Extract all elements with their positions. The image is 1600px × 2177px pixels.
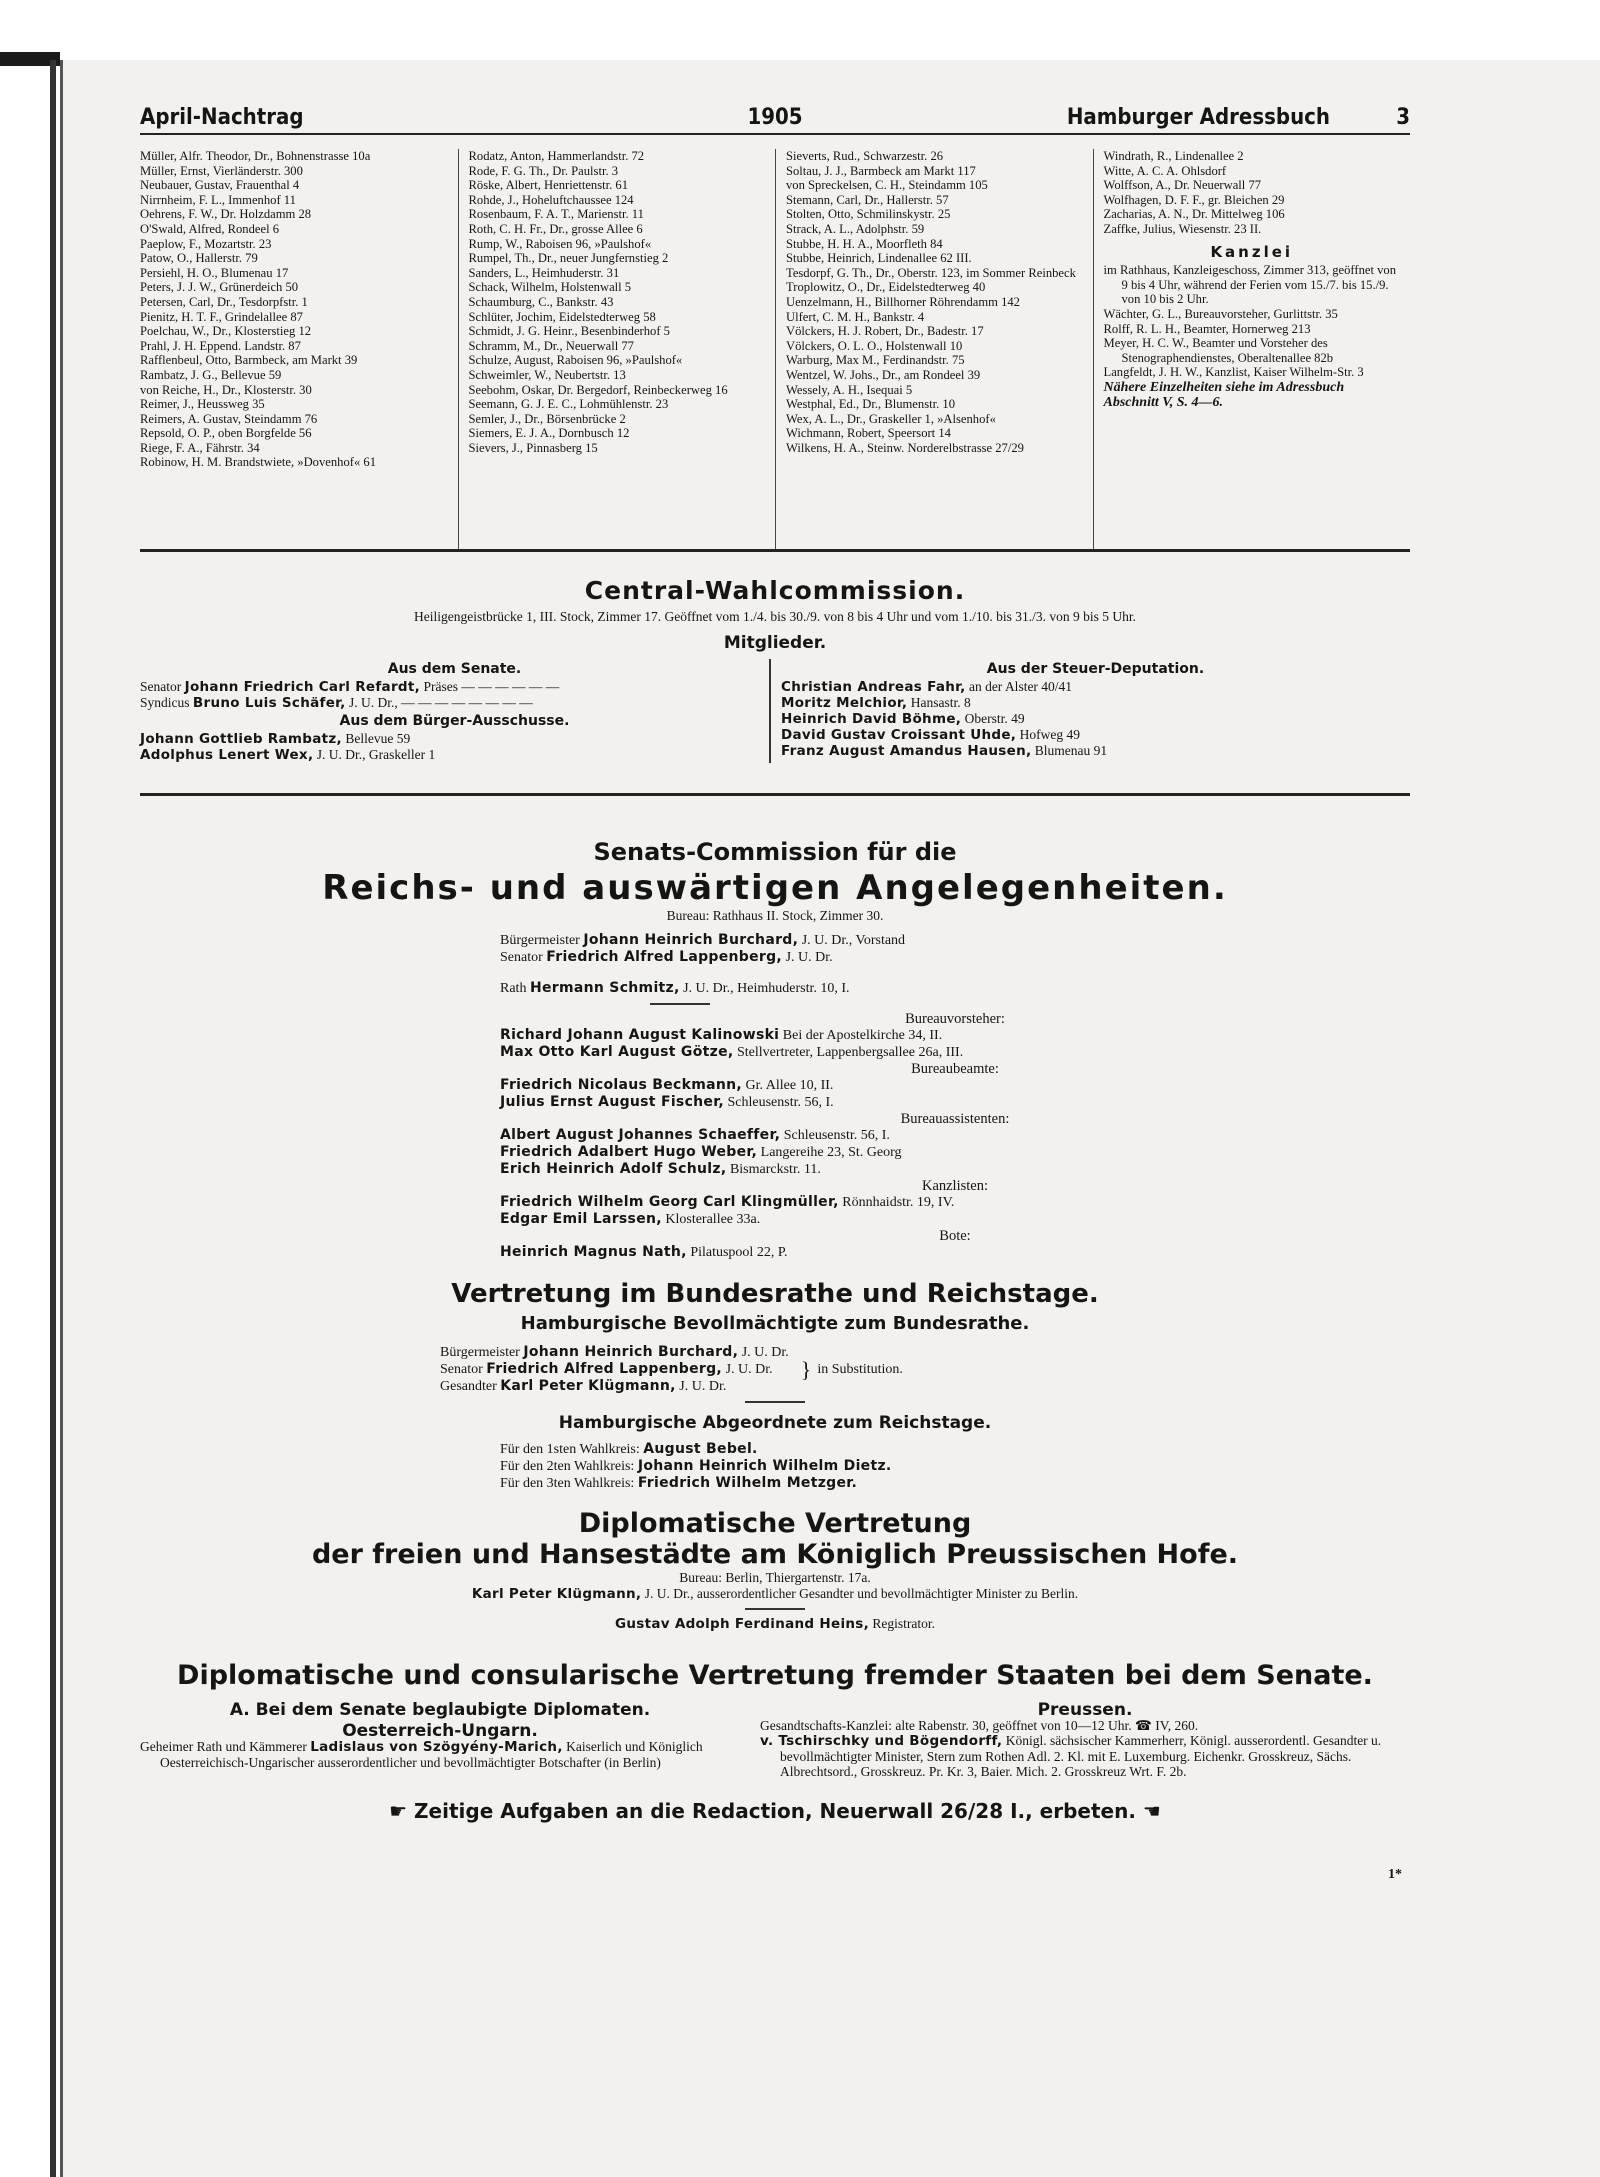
section-divider xyxy=(140,549,1410,552)
header-right: Hamburger Adressbuch xyxy=(1066,105,1330,130)
central-right xyxy=(769,659,1410,763)
directory-entry: Seemann, G. J. E. C., Lohmühlenstr. 23 xyxy=(468,397,669,412)
steuer-member xyxy=(781,743,1410,759)
directory-entry: Peters, J. J. W., Grünerdeich 50 xyxy=(140,280,299,295)
directory-entry: Röske, Albert, Henriettenstr. 61 xyxy=(468,178,628,193)
directory-entry: Schmidt, J. G. Heinr., Besenbinderhof 5 xyxy=(468,324,670,339)
directory-entry: Prahl, J. H. Eppend. Landstr. 87 xyxy=(140,338,301,353)
central-hours: Heiligengeistbrücke 1, III. Stock, Zimmer 17. Geöffnet vom 1./4. bis 30./9. von 8 bis 4 Uhr und vom 1./10. bis 31./3. von 9 bis 5 Uhr. xyxy=(414,609,1136,624)
directory-entry: Rump, W., Raboisen 96, »Paulshof« xyxy=(468,236,652,251)
staff-address: Bismarckstr. 11. xyxy=(729,1162,821,1177)
wahlkreis: Für den 2ten Wahlkreis: xyxy=(500,1459,635,1474)
member-name: Friedrich Alfred Lappenberg, xyxy=(486,1361,723,1377)
directory-entry: Schramm, M., Dr., Neuerwall 77 xyxy=(468,338,634,353)
directory-entry: Patow, O., Hallerstr. 79 xyxy=(140,251,258,266)
directory-entry: Sanders, L., Heimhuderstr. 31 xyxy=(468,265,620,280)
scan-margin xyxy=(0,0,42,2177)
directory-entry: Reimer, J., Heussweg 35 xyxy=(140,397,265,412)
staff-address: Klosterallee 33a. xyxy=(665,1212,761,1227)
prussia-heading: Preussen. xyxy=(1037,1700,1133,1720)
page-number: 3 xyxy=(1396,105,1410,130)
staff-name: Heinrich Magnus Nath, xyxy=(500,1244,687,1260)
central-members xyxy=(140,659,1410,763)
directory-entry: im Rathhaus, Kanzleigeschoss, Zimmer 313, geöffnet von 9 bis 4 Uhr, während der Ferien vom 15./7. bis 15./9. von 10 bis 2 Uhr. xyxy=(1103,263,1397,307)
directory-entry: Rolff, R. L. H., Beamter, Hornerweg 213 xyxy=(1103,321,1311,336)
member-name: August Bebel. xyxy=(643,1441,758,1457)
staff-entry xyxy=(500,1211,1410,1228)
directory-entry: Roth, C. H. Fr., Dr., grosse Allee 6 xyxy=(468,221,643,236)
directory-entry: Strack, A. L., Adolphstr. 59 xyxy=(786,221,925,236)
senate-member: Senator Johann Friedrich Carl Refardt, Präses — — — — — — xyxy=(140,679,560,695)
column-4 xyxy=(1093,149,1411,549)
central-title: Central-Wahlcommission. xyxy=(584,576,966,605)
directory-entry: Schulze, August, Raboisen 96, »Paulshof« xyxy=(468,353,683,368)
staff-name: Friedrich Nicolaus Beckmann, xyxy=(500,1077,743,1093)
directory-entry: Völckers, H. J. Robert, Dr., Badestr. 17 xyxy=(786,324,984,339)
directory-entry: Reimers, A. Gustav, Steindamm 76 xyxy=(140,411,318,426)
steuer-member xyxy=(781,679,1410,695)
directory-entry: Schlüter, Jochim, Eidelstedterweg 58 xyxy=(468,309,656,324)
staff-entry xyxy=(500,1161,1410,1178)
bundesrath-members: Bürgermeister Johann Heinrich Burchard, J. U. Dr. Senator Friedrich Alfred Lappenberg, J. U. Dr. Gesandter Karl Peter Klügmann, J. U. Dr. } in Substitution. xyxy=(440,1344,903,1394)
directory-entry: Wentzel, W. Johs., Dr., am Rondeel 39 xyxy=(786,367,981,382)
signature-mark: 1* xyxy=(1388,1867,1402,1882)
staff-name: Friedrich Adalbert Hugo Weber, xyxy=(500,1144,758,1160)
reichstag-members xyxy=(500,1441,1410,1492)
directory-entry: Wächter, G. L., Bureauvorsteher, Gurlittstr. 35 xyxy=(1103,306,1338,321)
directory-entry: Pienitz, H. T. F., Grindelallee 87 xyxy=(140,309,303,324)
member-address: Blumenau 91 xyxy=(1034,743,1108,758)
directory-entry: Schack, Wilhelm, Holstenwall 5 xyxy=(468,280,632,295)
directory-entry: Müller, Alfr. Theodor, Dr., Bohnenstrasse 10a xyxy=(140,149,371,163)
directory-entry: Nirrnheim, F. L., Immenhof 11 xyxy=(140,192,296,207)
staff-address: Schleusenstr. 56, I. xyxy=(783,1128,890,1143)
directory-entry: Wolfhagen, D. F. F., gr. Bleichen 29 xyxy=(1103,192,1285,207)
directory-entry: Repsold, O. P., oben Borgfelde 56 xyxy=(140,426,312,441)
senats-bureau: Bureau: Rathhaus II. Stock, Zimmer 30. xyxy=(666,908,884,923)
member-columns xyxy=(140,149,1410,549)
directory-entry: Robinow, H. M. Brandstwiete, »Dovenhof« 61 xyxy=(140,455,376,470)
member-title: Bürgermeister xyxy=(440,1345,520,1360)
steuer-member xyxy=(781,711,1410,727)
directory-entry: Westphal, Ed., Dr., Blumenstr. 10 xyxy=(786,397,955,412)
directory-entry: Schaumburg, C., Bankstr. 43 xyxy=(468,294,614,309)
buerger-member: Johann Gottlieb Rambatz, Bellevue 59 xyxy=(140,731,411,747)
staff-entry xyxy=(500,1077,1410,1094)
member-name: Johann Heinrich Wilhelm Dietz. xyxy=(637,1458,892,1474)
staff-address: Rönnhaidstr. 19, IV. xyxy=(842,1195,955,1210)
diplomatic-title-2: der freien und Hansestädte am Königlich Preussischen Hofe. xyxy=(311,1539,1239,1570)
reichstag-subtitle: Hamburgische Abgeordnete zum Reichstage. xyxy=(558,1413,992,1433)
directory-entry: Semler, J., Dr., Börsenbrücke 2 xyxy=(468,411,626,426)
bundesrath-title: Vertretung im Bundesrathe und Reichstage. xyxy=(451,1279,1099,1309)
directory-entry: Zacharias, A. N., Dr. Mittelweg 106 xyxy=(1103,207,1285,222)
directory-entry: Sievers, J., Pinnasberg 15 xyxy=(468,440,598,455)
directory-entry: von Reiche, H., Dr., Klosterstr. 30 xyxy=(140,382,312,397)
directory-entry: Persiehl, H. O., Blumenau 17 xyxy=(140,265,289,280)
staff-name: Friedrich Wilhelm Georg Carl Klingmüller, xyxy=(500,1194,839,1210)
directory-entry: von Spreckelsen, C. H., Steindamm 105 xyxy=(786,178,988,193)
directory-entry: Rafflenbeul, Otto, Barmbeck, am Markt 39 xyxy=(140,353,358,368)
member-degree: J. U. Dr. xyxy=(725,1362,773,1377)
directory-entry: Uenzelmann, H., Billhorner Röhrendamm 142 xyxy=(786,294,1020,309)
senats-title-2: Reichs- und auswärtigen Angelegenheiten. xyxy=(322,868,1228,908)
kanzlei-note: Nähere Einzelheiten siehe im Adressbuch Abschnitt V, S. 4—6. xyxy=(1103,379,1345,410)
senate-member: Syndicus Bruno Luis Schäfer, J. U. Dr., — — — — — — — — xyxy=(140,695,533,711)
directory-entry: Poelchau, W., Dr., Klosterstieg 12 xyxy=(140,324,312,339)
bundesrath-member xyxy=(440,1344,789,1361)
staff-address: Stellvertreter, Lappenbergsallee 26a, III. xyxy=(737,1045,964,1060)
reichstag-member xyxy=(500,1458,1410,1475)
directory-entry: Oehrens, F. W., Dr. Holzdamm 28 xyxy=(140,207,312,222)
staff-name: Max Otto Karl August Götze, xyxy=(500,1044,734,1060)
divider xyxy=(745,1608,805,1610)
column-1 xyxy=(140,149,458,549)
prussia-chancellery: Gesandtschafts-Kanzlei: alte Rabenstr. 30, geöffnet von 10—12 Uhr. ☎ IV, 260. xyxy=(760,1718,1199,1733)
footer-note: ☛ Zeitige Aufgaben an die Redaction, Neuerwall 26/28 I., erbeten. ☚ xyxy=(389,1799,1161,1823)
member-address: Hansastr. 8 xyxy=(910,695,971,710)
scan-edge-rule xyxy=(50,60,56,2177)
directory-entry: Tesdorpf, G. Th., Dr., Oberstr. 123, im Sommer Reinbeck xyxy=(786,265,1076,280)
staff-name: Edgar Emil Larssen, xyxy=(500,1211,662,1227)
diplomatic-registrar: Gustav Adolph Ferdinand Heins, Registrator. xyxy=(614,1616,936,1632)
directory-entry: Riege, F. A., Fährstr. 34 xyxy=(140,440,260,455)
member-name: Moritz Melchior, xyxy=(781,695,908,711)
bundesrath-member xyxy=(440,1361,789,1378)
member-address: Oberstr. 49 xyxy=(964,711,1025,726)
directory-entry: Völckers, O. L. O., Holstenwall 10 xyxy=(786,338,963,353)
staff-name: Richard Johann August Kalinowski xyxy=(500,1027,780,1043)
directory-entry: Windrath, R., Lindenallee 2 xyxy=(1103,149,1244,163)
staff-entry xyxy=(500,1027,1410,1044)
consular-grid xyxy=(140,1700,1410,1779)
running-header xyxy=(140,105,1410,135)
bundesrath-subtitle: Hamburgische Bevollmächtigte zum Bundesrathe. xyxy=(520,1313,1030,1334)
directory-entry: Wichmann, Robert, Speersort 14 xyxy=(786,426,951,441)
bundesrath-member xyxy=(440,1378,789,1395)
senats-members xyxy=(500,932,1410,1005)
central-members-heading: Mitglieder. xyxy=(723,633,827,653)
directory-entry: Rode, F. G. Th., Dr. Paulstr. 3 xyxy=(468,163,619,178)
steuer-member xyxy=(781,695,1410,711)
member-name: Karl Peter Klügmann, xyxy=(500,1378,676,1394)
staff-address: Langereihe 23, St. Georg xyxy=(760,1145,902,1160)
staff-entry xyxy=(500,1044,1410,1061)
member-name: Heinrich David Böhme, xyxy=(781,711,962,727)
staff-address: Pilatuspool 22, P. xyxy=(690,1245,788,1260)
directory-entry: Rambatz, J. G., Bellevue 59 xyxy=(140,367,282,382)
group-heading: Kanzlisten: xyxy=(921,1178,989,1194)
directory-entry: Zaffke, Julius, Wiesenstr. 23 II. xyxy=(1103,221,1262,236)
senats-staff xyxy=(500,1011,1410,1261)
directory-entry: Stubbe, H. H. A., Moorfleth 84 xyxy=(786,236,943,251)
directory-entry: Troplowitz, O., Dr., Eidelstedterweg 40 xyxy=(786,280,986,295)
reichstag-member xyxy=(500,1475,1410,1492)
buerger-member: Adolphus Lenert Wex, J. U. Dr., Graskeller 1 xyxy=(140,747,436,763)
staff-entry xyxy=(500,1127,1410,1144)
wahlkreis: Für den 1sten Wahlkreis: xyxy=(500,1442,640,1457)
senats-rath: Rath Hermann Schmitz, J. U. Dr., Heimhuderstr. 10, I. xyxy=(500,980,850,996)
directory-entry: Wolffson, A., Dr. Neuerwall 77 xyxy=(1103,178,1262,193)
diplomatic-envoy: Karl Peter Klügmann, J. U. Dr., ausserordentlicher Gesandter und bevollmächtigter Minister zu Berlin. xyxy=(471,1586,1079,1602)
staff-address: Bei der Apostelkirche 34, II. xyxy=(782,1028,943,1043)
directory-entry: Wessely, A. H., Isequai 5 xyxy=(786,382,913,397)
directory-entry: Langfeldt, J. H. W., Kanzlist, Kaiser Wilhelm-Str. 3 xyxy=(1103,365,1364,380)
directory-entry: Soltau, J. J., Barmbeck am Markt 117 xyxy=(786,163,976,178)
austria-heading: Oesterreich-Ungarn. xyxy=(342,1721,538,1741)
directory-entry: Ulfert, C. M. H., Bankstr. 4 xyxy=(786,309,925,324)
diplomatic-bureau: Bureau: Berlin, Thiergartenstr. 17a. xyxy=(679,1570,871,1585)
column-2 xyxy=(458,149,776,549)
member-address: Hofweg 49 xyxy=(1019,727,1080,742)
directory-entry: Paeplow, F., Mozartstr. 23 xyxy=(140,236,272,251)
member-degree: J. U. Dr. xyxy=(679,1379,727,1394)
divider xyxy=(650,1003,710,1005)
reichstag-member xyxy=(500,1441,1410,1458)
directory-entry: Warburg, Max M., Ferdinandstr. 75 xyxy=(786,353,965,368)
directory-entry: Siemers, E. J. A., Dornbusch 12 xyxy=(468,426,630,441)
directory-entry: Wilkens, H. A., Steinw. Norderelbstrasse 27/29 xyxy=(786,440,1024,455)
steuer-member xyxy=(781,727,1410,743)
directory-entry: Rodatz, Anton, Hammerlandstr. 72 xyxy=(468,149,645,163)
member-title: Gesandter xyxy=(440,1379,497,1394)
austria-entry: Geheimer Rath und Kämmerer Ladislaus von Szögyény-Marich, Kaiserlich und Königlich Oesterreichisch-Ungarischer ausserordentlicher und bevollmächtigter Botschafter (in Berlin) xyxy=(140,1739,703,1770)
staff-name: Julius Ernst August Fischer, xyxy=(500,1094,724,1110)
group-heading: Bureaubeamte: xyxy=(911,1061,999,1077)
staff-entry xyxy=(500,1244,1410,1261)
consular-left xyxy=(140,1700,740,1779)
directory-entry: Stubbe, Heinrich, Lindenallee 62 III. xyxy=(786,251,972,266)
staff-address: Schleusenstr. 56, I. xyxy=(727,1095,834,1110)
directory-entry: Neubauer, Gustav, Frauenthal 4 xyxy=(140,178,300,193)
diplomats-heading: A. Bei dem Senate beglaubigte Diplomaten. xyxy=(229,1700,651,1720)
central-left xyxy=(140,659,769,763)
consular-right xyxy=(740,1700,1410,1779)
directory-entry: O'Swald, Alfred, Rondeel 6 xyxy=(140,221,280,236)
column-3 xyxy=(775,149,1093,549)
page-content xyxy=(140,105,1410,1882)
directory-entry: Stemann, Carl, Dr., Hallerstr. 57 xyxy=(786,192,949,207)
senats-member: Bürgermeister Johann Heinrich Burchard, J. U. Dr., Vorstand xyxy=(500,932,906,948)
staff-entry xyxy=(500,1094,1410,1111)
member-name: Christian Andreas Fahr, xyxy=(781,679,966,695)
prussia-entry: v. Tschirschky und Bögendorff, Königl. sächsischer Kammerherr, Königl. ausserordentl. Gesandter u. bevollmächtigter Minister, Stern zum Rothen Adl. 2. Kl. mit E. Luxemburg. Eichenkr. Grosskreuz, Sächs. Albrechtsord., Grosskreuz. Pr. Kr. 3, Baier. Mich. 2. Grosskreuz Wrt. F. 2b. xyxy=(760,1733,1382,1779)
member-title: Senator xyxy=(440,1362,483,1377)
substitution-note: in Substitution. xyxy=(817,1361,903,1377)
directory-entry: Rumpel, Th., Dr., neuer Jungfernstieg 2 xyxy=(468,251,669,266)
directory-entry: Rosenbaum, F. A. T., Marienstr. 11 xyxy=(468,207,644,222)
kanzlei-heading: Kanzlei xyxy=(1210,242,1294,261)
staff-name: Albert August Johannes Schaeffer, xyxy=(500,1127,781,1143)
senats-title: Senats-Commission für die xyxy=(593,838,957,866)
diplomatic-title: Diplomatische Vertretung xyxy=(578,1508,972,1539)
group-heading: Bureauvorsteher: xyxy=(905,1011,1005,1027)
directory-entry: Müller, Ernst, Vierländerstr. 300 xyxy=(140,163,303,178)
group-heading: Bureauassistenten: xyxy=(900,1111,1010,1127)
member-name: Franz August Amandus Hausen, xyxy=(781,743,1032,759)
directory-entry: Rohde, J., Hoheluftchaussee 124 xyxy=(468,192,634,207)
staff-entry xyxy=(500,1144,1410,1161)
header-left: April-Nachtrag xyxy=(140,105,304,130)
staff-entry xyxy=(500,1194,1410,1211)
consular-title: Diplomatische und consularische Vertretung fremder Staaten bei dem Senate. xyxy=(177,1660,1373,1691)
staff-address: Gr. Allee 10, II. xyxy=(745,1078,834,1093)
directory-entry: Stolten, Otto, Schmilinskystr. 25 xyxy=(786,207,951,222)
steuer-heading: Aus der Steuer-Deputation. xyxy=(986,661,1205,677)
directory-entry: Sieverts, Rud., Schwarzestr. 26 xyxy=(786,149,944,163)
member-name: David Gustav Croissant Uhde, xyxy=(781,727,1017,743)
buerger-heading: Aus dem Bürger-Ausschusse. xyxy=(339,713,570,729)
directory-entry: Meyer, H. C. W., Beamter und Vorsteher des Stenographendienstes, Oberaltenallee 82b xyxy=(1103,336,1334,365)
group-heading: Bote: xyxy=(939,1228,971,1244)
directory-entry: Witte, A. C. A. Ohlsdorf xyxy=(1103,163,1227,178)
member-degree: J. U. Dr. xyxy=(741,1345,789,1360)
senats-member: Senator Friedrich Alfred Lappenberg, J. U. Dr. xyxy=(500,949,833,965)
directory-entry: Petersen, Carl, Dr., Tesdorpfstr. 1 xyxy=(140,294,308,309)
directory-entry: Seebohm, Oskar, Dr. Bergedorf, Reinbeckerweg 16 xyxy=(468,382,728,397)
section-divider xyxy=(140,793,1410,796)
directory-entry: Schweimler, W., Neubertstr. 13 xyxy=(468,367,626,382)
divider xyxy=(745,1401,805,1403)
member-address: an der Alster 40/41 xyxy=(968,679,1073,694)
staff-name: Erich Heinrich Adolf Schulz, xyxy=(500,1161,727,1177)
directory-entry: Wex, A. L., Dr., Graskeller 1, »Alsenhof« xyxy=(786,411,996,426)
senate-heading: Aus dem Senate. xyxy=(387,661,522,677)
member-name: Friedrich Wilhelm Metzger. xyxy=(637,1475,858,1491)
wahlkreis: Für den 3ten Wahlkreis: xyxy=(500,1476,635,1491)
member-name: Johann Heinrich Burchard, xyxy=(523,1344,739,1360)
header-year: 1905 xyxy=(747,105,803,130)
